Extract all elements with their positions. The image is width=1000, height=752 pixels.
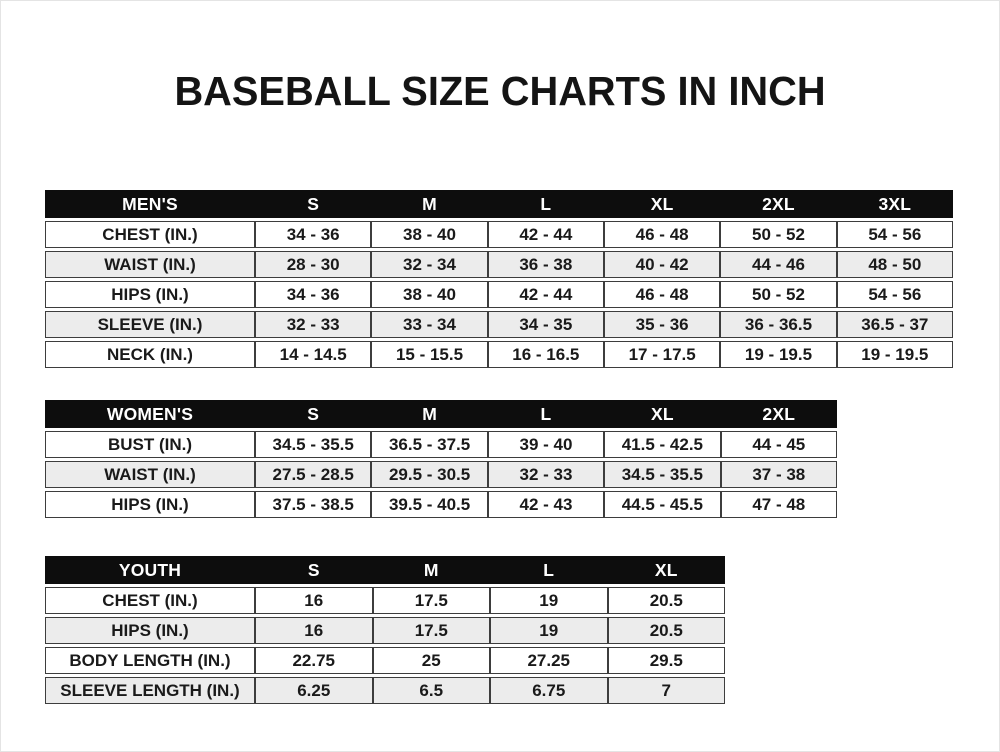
size-value-cell: 22.75 bbox=[255, 647, 373, 674]
table-row bbox=[45, 341, 953, 368]
size-value-cell: 6.25 bbox=[255, 677, 373, 704]
size-column-header: 2XL bbox=[721, 400, 837, 428]
table-row bbox=[45, 431, 837, 458]
size-value-cell: 27.25 bbox=[490, 647, 608, 674]
size-value-cell: 32 - 33 bbox=[488, 461, 604, 488]
size-value-cell: 42 - 44 bbox=[488, 281, 604, 308]
size-column-header: 2XL bbox=[720, 190, 836, 218]
size-value-cell: 19 bbox=[490, 617, 608, 644]
size-value-cell: 36.5 - 37 bbox=[837, 311, 953, 338]
table-row bbox=[45, 461, 837, 488]
size-column-header: XL bbox=[604, 190, 720, 218]
size-value-cell: 20.5 bbox=[608, 587, 726, 614]
table-row bbox=[45, 221, 953, 248]
table-row bbox=[45, 587, 725, 614]
size-value-cell: 48 - 50 bbox=[837, 251, 953, 278]
youth-size-table bbox=[45, 553, 725, 707]
size-value-cell: 29.5 - 30.5 bbox=[371, 461, 487, 488]
size-value-cell: 44 - 46 bbox=[720, 251, 836, 278]
size-value-cell: 32 - 34 bbox=[371, 251, 487, 278]
size-value-cell: 19 bbox=[490, 587, 608, 614]
size-value-cell: 50 - 52 bbox=[720, 221, 836, 248]
size-value-cell: 38 - 40 bbox=[371, 281, 487, 308]
measure-label-cell: SLEEVE LENGTH (IN.) bbox=[45, 677, 255, 704]
table-title-cell: MEN'S bbox=[45, 190, 255, 218]
size-value-cell: 46 - 48 bbox=[604, 281, 720, 308]
womens-header-row bbox=[45, 400, 837, 428]
size-value-cell: 44.5 - 45.5 bbox=[604, 491, 720, 518]
size-value-cell: 34.5 - 35.5 bbox=[255, 431, 371, 458]
table-row bbox=[45, 311, 953, 338]
measure-label-cell: CHEST (IN.) bbox=[45, 587, 255, 614]
size-value-cell: 19 - 19.5 bbox=[720, 341, 836, 368]
page-title: BASEBALL SIZE CHARTS IN INCH bbox=[174, 68, 826, 114]
size-value-cell: 16 bbox=[255, 617, 373, 644]
size-value-cell: 42 - 43 bbox=[488, 491, 604, 518]
size-value-cell: 20.5 bbox=[608, 617, 726, 644]
size-value-cell: 39 - 40 bbox=[488, 431, 604, 458]
size-value-cell: 17.5 bbox=[373, 617, 491, 644]
measure-label-cell: HIPS (IN.) bbox=[45, 617, 255, 644]
size-value-cell: 14 - 14.5 bbox=[255, 341, 371, 368]
measure-label-cell: CHEST (IN.) bbox=[45, 221, 255, 248]
size-value-cell: 50 - 52 bbox=[720, 281, 836, 308]
size-value-cell: 38 - 40 bbox=[371, 221, 487, 248]
size-value-cell: 35 - 36 bbox=[604, 311, 720, 338]
size-value-cell: 36.5 - 37.5 bbox=[371, 431, 487, 458]
size-value-cell: 33 - 34 bbox=[371, 311, 487, 338]
measure-label-cell: WAIST (IN.) bbox=[45, 251, 255, 278]
size-value-cell: 17 - 17.5 bbox=[604, 341, 720, 368]
table-row bbox=[45, 491, 837, 518]
size-value-cell: 40 - 42 bbox=[604, 251, 720, 278]
mens-size-table bbox=[45, 187, 953, 371]
size-column-header: M bbox=[373, 556, 491, 584]
size-value-cell: 16 - 16.5 bbox=[488, 341, 604, 368]
size-column-header: XL bbox=[604, 400, 720, 428]
size-column-header: L bbox=[488, 190, 604, 218]
size-value-cell: 27.5 - 28.5 bbox=[255, 461, 371, 488]
measure-label-cell: HIPS (IN.) bbox=[45, 281, 255, 308]
size-column-header: XL bbox=[608, 556, 726, 584]
size-value-cell: 47 - 48 bbox=[721, 491, 837, 518]
size-value-cell: 25 bbox=[373, 647, 491, 674]
size-value-cell: 28 - 30 bbox=[255, 251, 371, 278]
measure-label-cell: NECK (IN.) bbox=[45, 341, 255, 368]
womens-size-table bbox=[45, 397, 837, 521]
measure-label-cell: BODY LENGTH (IN.) bbox=[45, 647, 255, 674]
size-value-cell: 16 bbox=[255, 587, 373, 614]
size-value-cell: 15 - 15.5 bbox=[371, 341, 487, 368]
size-column-header: L bbox=[490, 556, 608, 584]
size-value-cell: 42 - 44 bbox=[488, 221, 604, 248]
size-value-cell: 34 - 36 bbox=[255, 221, 371, 248]
size-value-cell: 44 - 45 bbox=[721, 431, 837, 458]
size-value-cell: 54 - 56 bbox=[837, 281, 953, 308]
size-column-header: M bbox=[371, 400, 487, 428]
table-title-cell: YOUTH bbox=[45, 556, 255, 584]
table-row bbox=[45, 677, 725, 704]
mens-header-row bbox=[45, 190, 953, 218]
table-row bbox=[45, 251, 953, 278]
size-value-cell: 41.5 - 42.5 bbox=[604, 431, 720, 458]
youth-header-row bbox=[45, 556, 725, 584]
table-title-cell: WOMEN'S bbox=[45, 400, 255, 428]
size-value-cell: 19 - 19.5 bbox=[837, 341, 953, 368]
measure-label-cell: HIPS (IN.) bbox=[45, 491, 255, 518]
size-value-cell: 46 - 48 bbox=[604, 221, 720, 248]
size-value-cell: 7 bbox=[608, 677, 726, 704]
size-column-header: 3XL bbox=[837, 190, 953, 218]
size-value-cell: 54 - 56 bbox=[837, 221, 953, 248]
table-row bbox=[45, 617, 725, 644]
size-value-cell: 36 - 38 bbox=[488, 251, 604, 278]
size-value-cell: 29.5 bbox=[608, 647, 726, 674]
size-value-cell: 39.5 - 40.5 bbox=[371, 491, 487, 518]
size-column-header: M bbox=[371, 190, 487, 218]
size-value-cell: 6.75 bbox=[490, 677, 608, 704]
size-value-cell: 6.5 bbox=[373, 677, 491, 704]
size-column-header: L bbox=[488, 400, 604, 428]
measure-label-cell: BUST (IN.) bbox=[45, 431, 255, 458]
table-row bbox=[45, 281, 953, 308]
size-value-cell: 34 - 36 bbox=[255, 281, 371, 308]
measure-label-cell: SLEEVE (IN.) bbox=[45, 311, 255, 338]
size-value-cell: 36 - 36.5 bbox=[720, 311, 836, 338]
size-value-cell: 32 - 33 bbox=[255, 311, 371, 338]
measure-label-cell: WAIST (IN.) bbox=[45, 461, 255, 488]
size-column-header: S bbox=[255, 190, 371, 218]
table-row bbox=[45, 647, 725, 674]
size-value-cell: 34 - 35 bbox=[488, 311, 604, 338]
size-value-cell: 37.5 - 38.5 bbox=[255, 491, 371, 518]
size-value-cell: 37 - 38 bbox=[721, 461, 837, 488]
size-column-header: S bbox=[255, 556, 373, 584]
size-column-header: S bbox=[255, 400, 371, 428]
size-value-cell: 17.5 bbox=[373, 587, 491, 614]
size-value-cell: 34.5 - 35.5 bbox=[604, 461, 720, 488]
